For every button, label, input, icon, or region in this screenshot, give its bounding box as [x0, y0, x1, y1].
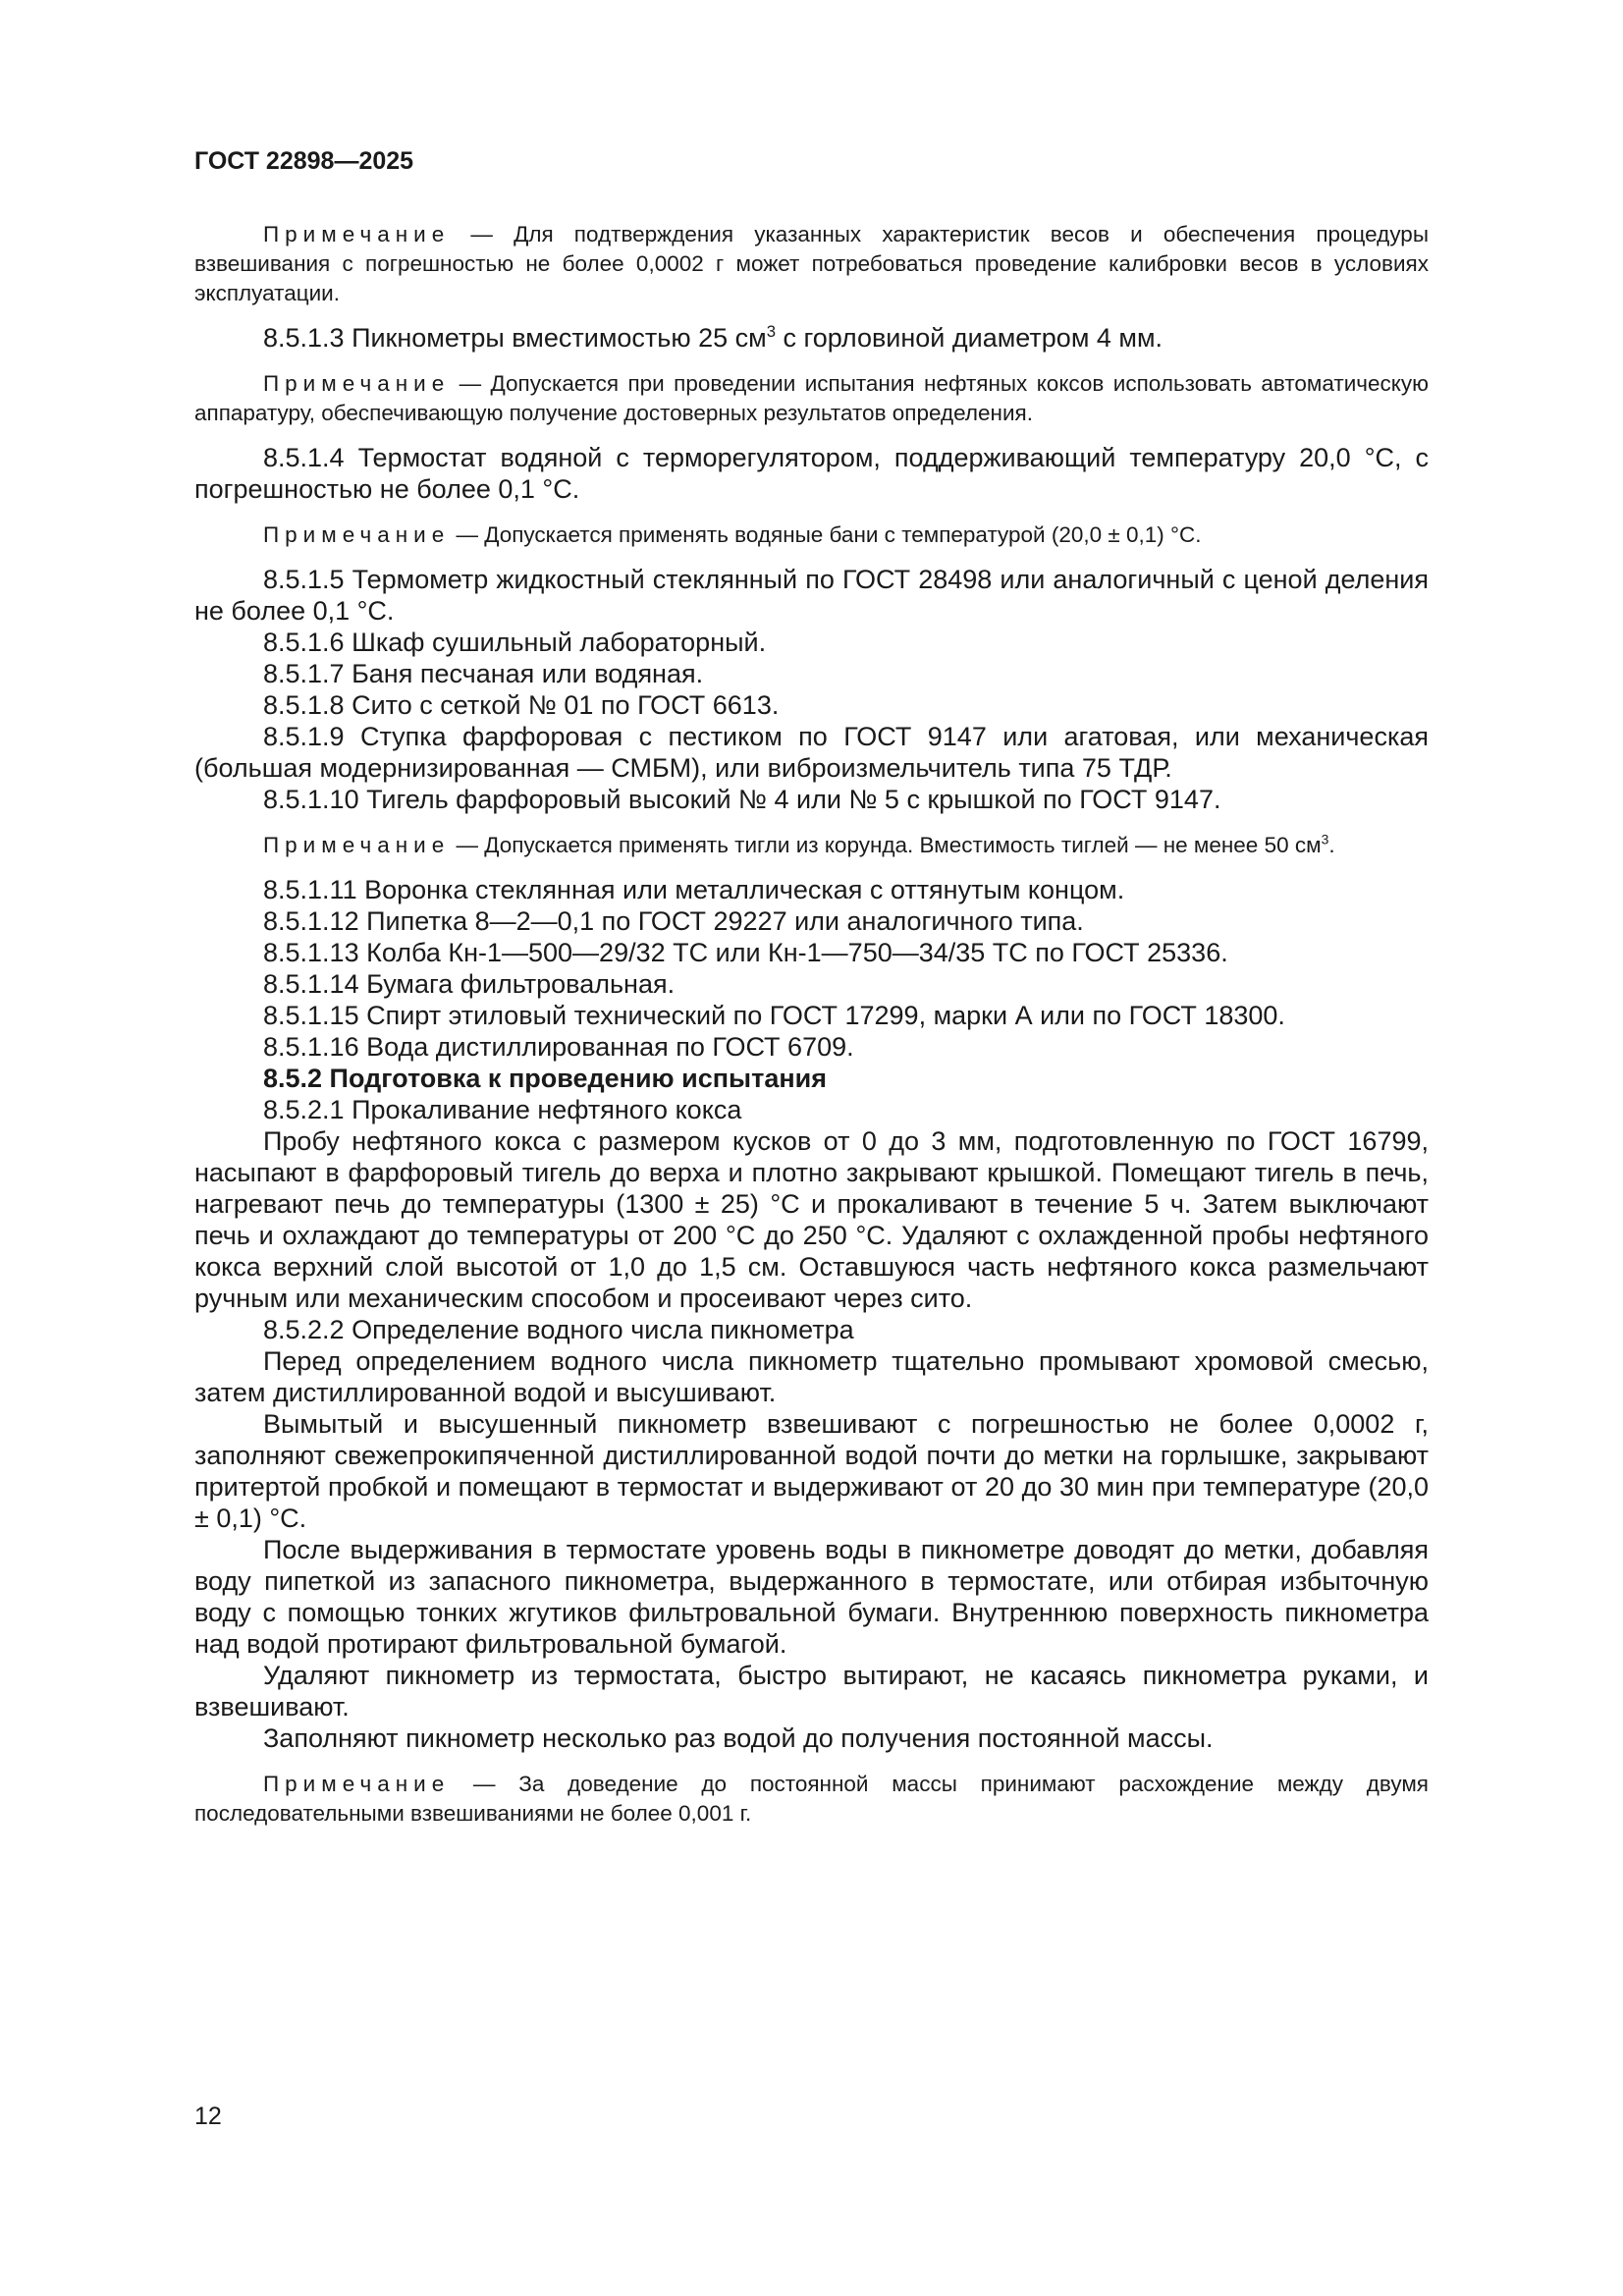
document-header: ГОСТ 22898—2025 [194, 147, 414, 175]
section-heading-8-5-2: 8.5.2 Подготовка к проведению испытания [263, 1064, 828, 1093]
paragraph-level-adjust: После выдерживания в термостате уровень воды в пикнометре доводят до метки, добавляя воду пипеткой из запасного пикнометра, выдержанного в термостате, или отбирая избыточную воду с помощью тонких жгутиков фильтровальной бумаги. Внутреннюю поверхность пикнометра над водой протирают фильтровальной бумагой. [194, 1535, 1429, 1659]
note-constant-mass [194, 1770, 1429, 1829]
note-text: — За доведение до постоянной массы принимают расхождение между двумя последовательными взвешиваниями не более 0,001 г. [194, 1772, 1429, 1826]
clause-8-5-1-5: 8.5.1.5 Термометр жидкостный стеклянный по ГОСТ 28498 или аналогичный с ценой деления не более 0,1 °С. [194, 565, 1429, 626]
clause-text: 8.5.1.3 Пикнометры вместимостью 25 см [263, 323, 767, 353]
clause-8-5-1-7: 8.5.1.7 Баня песчаная или водяная. [263, 659, 704, 688]
clause-8-5-1-14: 8.5.1.14 Бумага фильтровальная. [263, 969, 676, 999]
superscript: 3 [1321, 831, 1329, 847]
page-number: 12 [194, 2103, 222, 2130]
clause-8-5-1-4: 8.5.1.4 Термостат водяной с терморегулятором, поддерживающий температуру 20,0 °С, с погрешностью не более 0,1 °С. [194, 443, 1429, 504]
clause-8-5-1-13: 8.5.1.13 Колба Кн-1—500—29/32 ТС или Кн-1—750—34/35 ТС по ГОСТ 25336. [263, 938, 1228, 967]
note-text: — Допускается применять водяные бани с температурой (20,0 ± 0,1) °С. [450, 522, 1202, 547]
note-label: Примечание [263, 1772, 451, 1796]
document-body [194, 220, 1429, 1829]
paragraph-constant-mass: Заполняют пикнометр несколько раз водой до получения постоянной массы. [263, 1723, 1214, 1753]
note-water-baths [194, 520, 1429, 550]
clause-8-5-1-10: 8.5.1.10 Тигель фарфоровый высокий № 4 или № 5 с крышкой по ГОСТ 9147. [263, 785, 1221, 814]
note-label: Примечание [263, 222, 451, 246]
paragraph-calcination: Пробу нефтяного кокса с размером кусков от 0 до 3 мм, подготовленную по ГОСТ 16799, насыпают в фарфоровый тигель до верха и плотно закрывают крышкой. Помещают тигель в печь, нагревают печь до температуры (1300 ± 25) °С и прокаливают в течение 5 ч. Затем выключают печь и охлаждают до температуры от 200 °С до 250 °С. Удаляют с охлажденной пробы нефтяного кокса верхний слой высотой от 1,0 до 1,5 см. Оставшуюся часть нефтяного кокса размельчают ручным или механическим способом и просеивают через сито. [194, 1126, 1429, 1313]
clause-text-tail: с горловиной диаметром 4 мм. [776, 323, 1163, 353]
clause-8-5-1-16: 8.5.1.16 Вода дистиллированная по ГОСТ 6709. [263, 1032, 854, 1062]
clause-8-5-1-11: 8.5.1.11 Воронка стеклянная или металлическая с оттянутым концом. [263, 875, 1125, 904]
paragraph-washing: Перед определением водного числа пикнометр тщательно промывают хромовой смесью, затем дистиллированной водой и высушивают. [194, 1346, 1429, 1407]
clause-8-5-1-6: 8.5.1.6 Шкаф сушильный лабораторный. [263, 628, 767, 657]
note-label: Примечание [263, 833, 451, 857]
superscript: 3 [766, 321, 777, 341]
note-text: — Допускается при проведении испытания нефтяных коксов использовать автоматическую аппаратуру, обеспечивающую получение достоверных результатов определения. [194, 371, 1429, 425]
note-corundum-crucibles [194, 831, 1429, 860]
note-calibration [194, 220, 1429, 308]
paragraph-remove-weigh: Удаляют пикнометр из термостата, быстро вытирают, не касаясь пикнометра руками, и взвешивают. [194, 1661, 1429, 1722]
note-text: — Допускается применять тигли из корунда. Вместимость тиглей — не менее 50 см [450, 833, 1322, 857]
clause-8-5-1-9: 8.5.1.9 Ступка фарфоровая с пестиком по ГОСТ 9147 или агатовая, или механическая (большая модернизированная — СМБМ), или виброизмельчитель типа 75 ТДР. [194, 722, 1429, 783]
note-label: Примечание [263, 371, 451, 396]
note-text-tail: . [1328, 833, 1335, 857]
note-text: — Для подтверждения указанных характеристик весов и обеспечения процедуры взвешивания с погрешностью не более 0,0002 г может потребоваться проведение калибровки весов в условиях эксплуатации. [194, 222, 1429, 305]
clause-8-5-1-15: 8.5.1.15 Спирт этиловый технический по ГОСТ 17299, марки А или по ГОСТ 18300. [263, 1001, 1285, 1030]
clause-8-5-2-2: 8.5.2.2 Определение водного числа пикнометра [263, 1315, 854, 1344]
clause-8-5-1-12: 8.5.1.12 Пипетка 8—2—0,1 по ГОСТ 29227 или аналогичного типа. [263, 906, 1084, 936]
clause-8-5-1-8: 8.5.1.8 Сито с сеткой № 01 по ГОСТ 6613. [263, 690, 780, 720]
paragraph-weighing: Вымытый и высушенный пикнометр взвешивают с погрешностью не более 0,0002 г, заполняют свежепрокипяченной дистиллированной водой почти до метки на горлышке, закрывают притертой пробкой и помещают в термостат и выдерживают от 20 до 30 мин при температуре (20,0 ± 0,1) °С. [194, 1409, 1429, 1533]
note-label: Примечание [263, 522, 451, 547]
clause-8-5-1-3 [194, 322, 1429, 354]
note-automatic-apparatus [194, 369, 1429, 428]
clause-8-5-2-1: 8.5.2.1 Прокаливание нефтяного кокса [263, 1095, 742, 1124]
